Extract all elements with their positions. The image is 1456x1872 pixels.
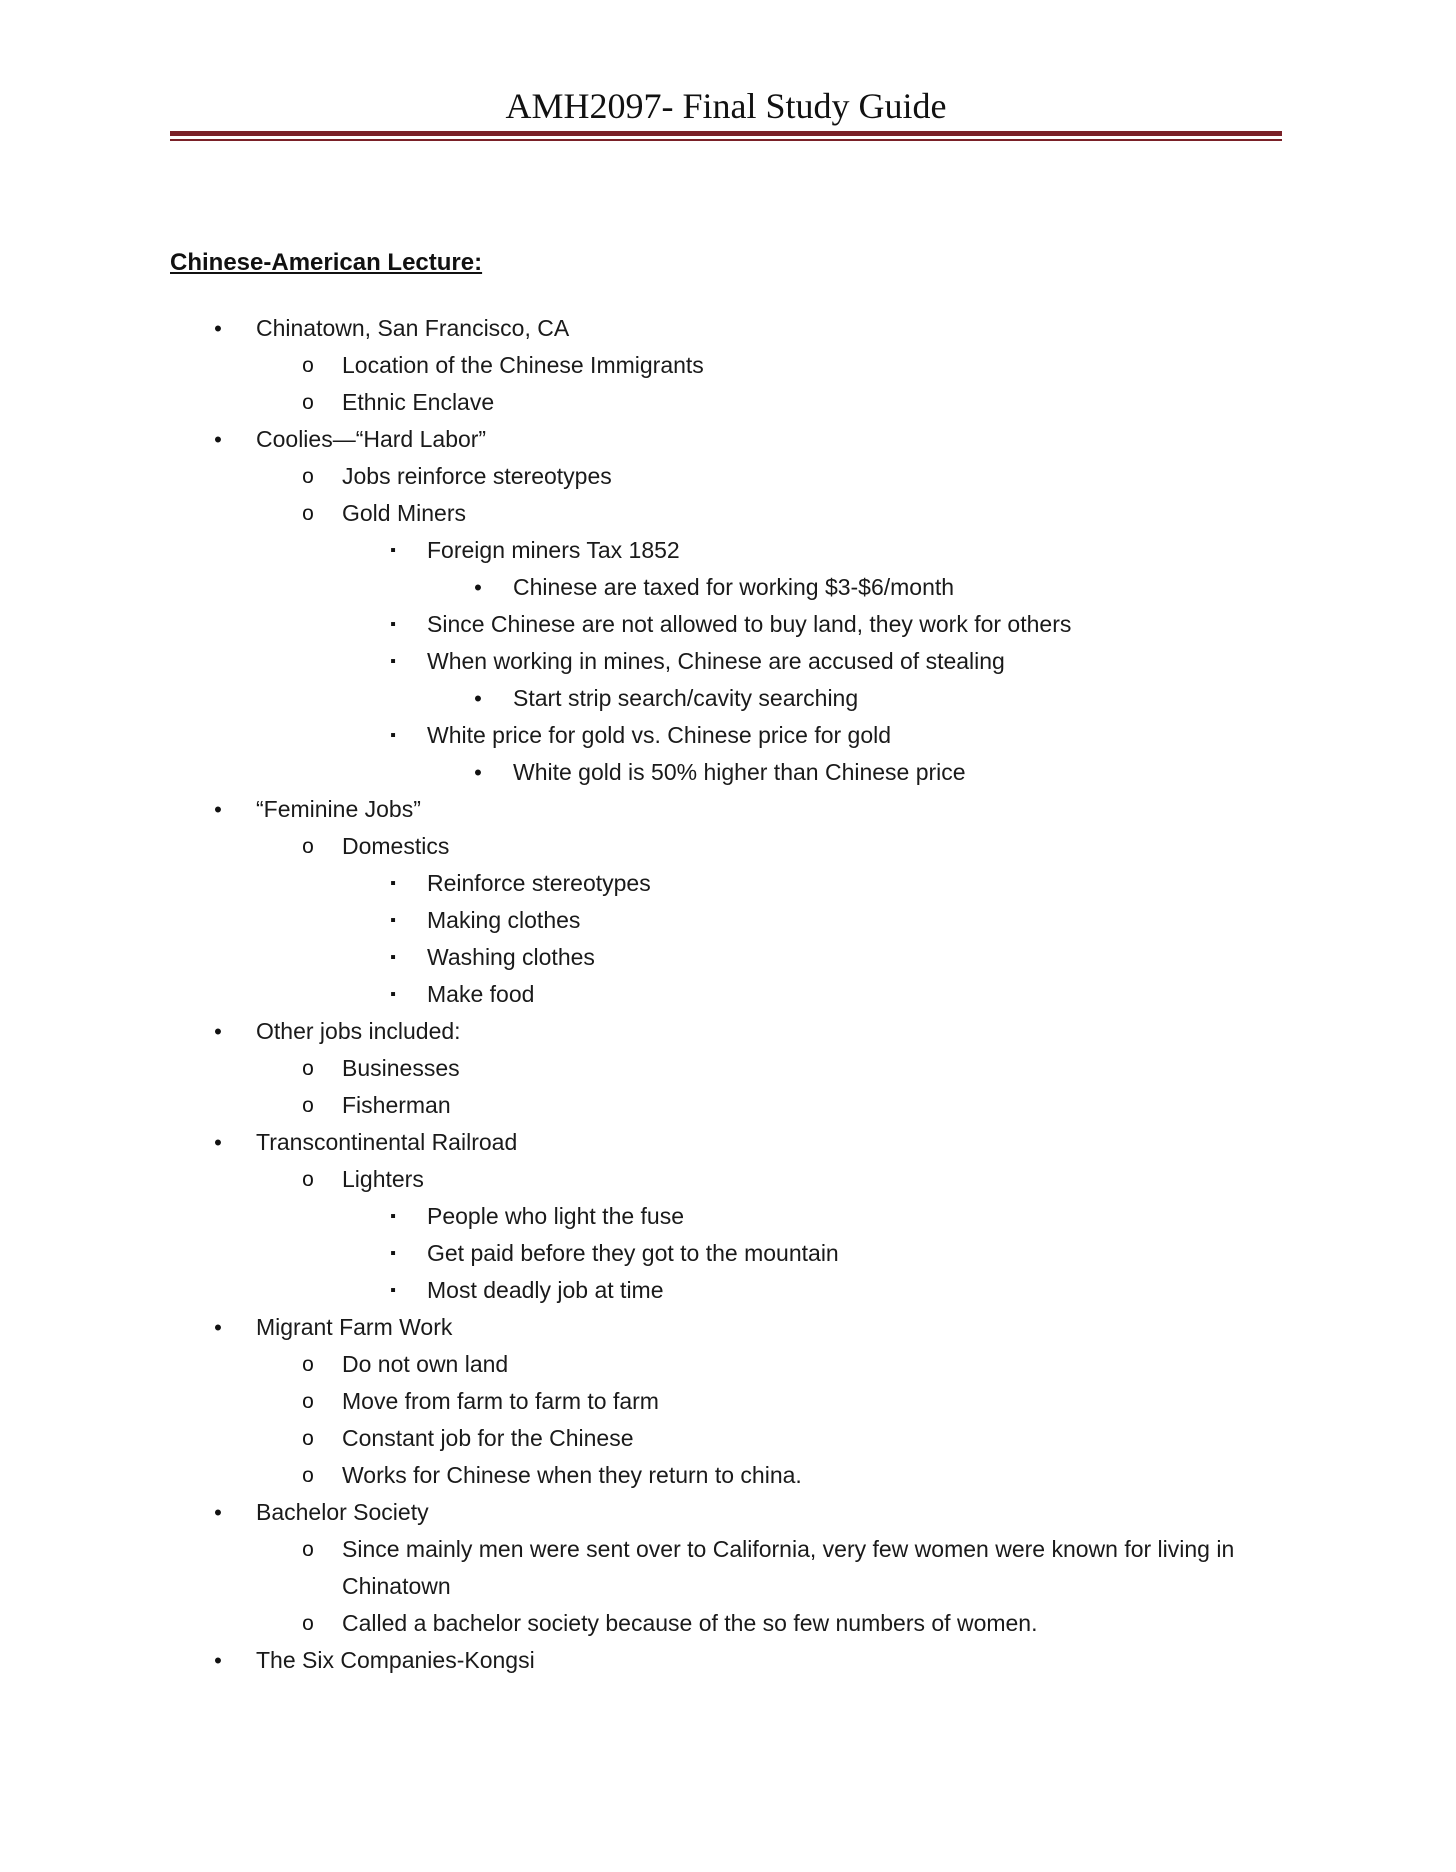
outline-item-level-3 [0,1235,1456,1272]
outline-item-level-2 [0,1383,1456,1420]
bullet-dot-icon: • [214,1019,222,1044]
bullet-dot-icon: • [214,1130,222,1155]
outline-item-level-3 [0,939,1456,976]
bullet-square-icon: ▪ [390,1208,396,1225]
outline-item-text: Jobs reinforce stereotypes [342,463,612,489]
title-rule-thin [170,139,1282,141]
outline-item-text: Ethnic Enclave [342,389,495,415]
outline-item-text: Works for Chinese when they return to china. [342,1462,802,1488]
bullet-circle-icon: o [302,391,314,414]
outline-item-level-1 [0,1494,1456,1531]
bullet-circle-icon: o [302,1168,314,1191]
outline-item-text: Do not own land [342,1351,509,1377]
bullet-square-icon: ▪ [390,616,396,633]
outline-item-text: Bachelor Society [256,1499,429,1525]
bullet-dot-icon: • [214,427,222,452]
bullet-circle-icon: o [302,502,314,525]
bullet-circle-icon: o [302,465,314,488]
outline-item-text: Since mainly men were sent over to California, very few women were known for living in Chinatown [342,1536,1235,1599]
outline-item-level-3 [0,1198,1456,1235]
outline-item-text: Location of the Chinese Immigrants [342,352,704,378]
outline-item-level-4 [0,754,1456,791]
outline-item-level-1 [0,1124,1456,1161]
bullet-circle-icon: o [302,835,314,858]
outline-item-level-4 [0,569,1456,606]
outline-item-level-2 [0,1605,1456,1642]
outline-item-level-3 [0,865,1456,902]
outline-item-level-2 [0,1346,1456,1383]
outline-item-level-2 [0,347,1456,384]
outline-item-level-1 [0,421,1456,458]
outline-item-text: Since Chinese are not allowed to buy land, they work for others [427,611,1072,637]
outline-item-level-3 [0,606,1456,643]
bullet-dot-icon: • [214,316,222,341]
document-title: AMH2097- Final Study Guide [505,86,947,126]
bullet-dot-icon: • [474,760,482,785]
outline-item-text: Move from farm to farm to farm [342,1388,659,1414]
outline-item-text: Making clothes [427,907,581,933]
bullet-circle-icon: o [302,1057,314,1080]
bullet-circle-icon: o [302,1353,314,1376]
bullet-dot-icon: • [474,686,482,711]
outline-item-level-2 [0,495,1456,532]
outline-item-text: Start strip search/cavity searching [513,685,859,711]
outline-list [0,310,1456,1679]
bullet-square-icon: ▪ [390,875,396,892]
outline-item-text: White price for gold vs. Chinese price for gold [427,722,892,748]
outline-item-text: Most deadly job at time [427,1277,664,1303]
outline-item-text: The Six Companies-Kongsi [256,1647,535,1673]
outline-item-level-2 [0,384,1456,421]
outline-item-level-2 [0,1050,1456,1087]
outline-item-level-2 [0,458,1456,495]
outline-item-text: Called a bachelor society because of the so few numbers of women. [342,1610,1038,1636]
outline-item-level-2 [0,1531,1456,1605]
bullet-circle-icon: o [302,1538,314,1561]
outline-item-text: White gold is 50% higher than Chinese price [513,759,966,785]
outline-item-level-1 [0,1013,1456,1050]
outline-item-text: Chinese are taxed for working $3-$6/month [513,574,955,600]
outline-item-text: Other jobs included: [256,1018,461,1044]
outline-item-level-1 [0,310,1456,347]
outline-item-text: Lighters [342,1166,424,1192]
bullet-dot-icon: • [474,575,482,600]
bullet-circle-icon: o [302,1612,314,1635]
bullet-circle-icon: o [302,1390,314,1413]
bullet-circle-icon: o [302,1094,314,1117]
outline-item-text: Get paid before they got to the mountain [427,1240,839,1266]
section-heading: Chinese-American Lecture: [170,249,483,276]
bullet-square-icon: ▪ [390,727,396,744]
outline-item-level-2 [0,828,1456,865]
outline-item-text: Washing clothes [427,944,595,970]
outline-item-level-3 [0,902,1456,939]
bullet-square-icon: ▪ [390,1245,396,1262]
bullet-dot-icon: • [214,1648,222,1673]
bullet-circle-icon: o [302,1427,314,1450]
outline-item-text: Make food [427,981,535,1007]
outline-item-text: Domestics [342,833,450,859]
outline-item-level-2 [0,1457,1456,1494]
outline-item-text: Gold Miners [342,500,466,526]
outline-item-level-3 [0,532,1456,569]
outline-item-level-3 [0,976,1456,1013]
bullet-square-icon: ▪ [390,912,396,929]
outline-item-level-1 [0,1642,1456,1679]
outline-item-level-3 [0,717,1456,754]
outline-item-text: Chinatown, San Francisco, CA [256,315,570,341]
outline-item-text: People who light the fuse [427,1203,685,1229]
outline-item-text: Foreign miners Tax 1852 [427,537,680,563]
outline-item-level-2 [0,1161,1456,1198]
outline-item-text: When working in mines, Chinese are accused of stealing [427,648,1005,674]
outline-item-text: “Feminine Jobs” [256,796,421,822]
outline-item-text: Businesses [342,1055,460,1081]
outline-item-level-4 [0,680,1456,717]
bullet-square-icon: ▪ [390,653,396,670]
outline-item-text: Constant job for the Chinese [342,1425,634,1451]
outline-item-text: Migrant Farm Work [256,1314,453,1340]
outline-item-text: Transcontinental Railroad [256,1129,518,1155]
bullet-square-icon: ▪ [390,986,396,1003]
outline-item-level-2 [0,1087,1456,1124]
bullet-circle-icon: o [302,1464,314,1487]
bullet-dot-icon: • [214,797,222,822]
outline-item-level-1 [0,1309,1456,1346]
bullet-square-icon: ▪ [390,542,396,559]
outline-item-level-3 [0,1272,1456,1309]
outline-item-text: Reinforce stereotypes [427,870,651,896]
title-rule-thick [170,131,1282,136]
outline-item-level-3 [0,643,1456,680]
bullet-square-icon: ▪ [390,1282,396,1299]
bullet-dot-icon: • [214,1500,222,1525]
bullet-dot-icon: • [214,1315,222,1340]
outline-item-text: Fisherman [342,1092,451,1118]
bullet-square-icon: ▪ [390,949,396,966]
outline-item-level-1 [0,791,1456,828]
outline-item-level-2 [0,1420,1456,1457]
outline-item-text: Coolies—“Hard Labor” [256,426,487,452]
bullet-circle-icon: o [302,354,314,377]
